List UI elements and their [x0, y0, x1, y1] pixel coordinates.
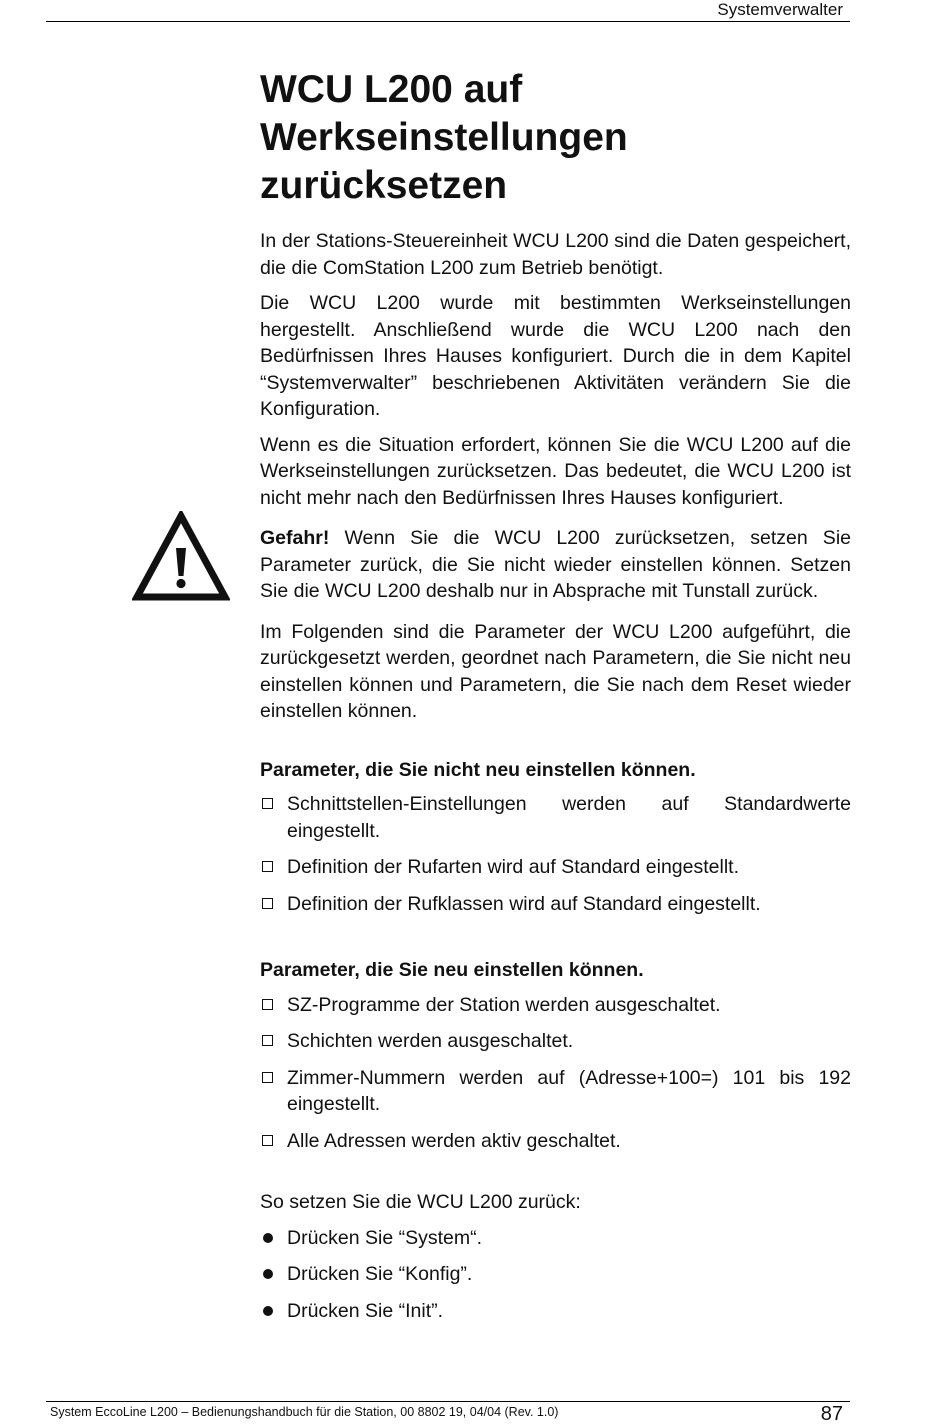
heading-resettable-parameters: Parameter, die Sie neu einstellen können. [260, 959, 644, 981]
resettable-parameters-list [260, 992, 851, 1155]
list-item [260, 854, 851, 881]
list-item-text: SZ-Programme der Station werden ausgeschaltet. [287, 993, 721, 1016]
list-item-text: Definition der Rufklassen wird auf Standard eingestellt. [287, 892, 761, 915]
title-line-1: WCU L200 auf [260, 68, 523, 111]
footer-divider [46, 1401, 850, 1402]
list-item [260, 1065, 851, 1118]
procedure-intro: So setzen Sie die WCU L200 zurück: [260, 1191, 581, 1213]
title-line-2: Werkseinstellungen [260, 116, 628, 159]
bullet-dot-icon [263, 1233, 273, 1243]
paragraph-intro: In der Stations-Steuereinheit WCU L200 sind die Daten gespeichert, die die ComStation L200 zum Betrieb benötigt. [260, 230, 851, 279]
fixed-parameters-list [260, 791, 851, 917]
checkbox-bullet-icon [262, 999, 273, 1010]
warning-label: Gefahr! [260, 527, 330, 549]
body-content [260, 228, 851, 1334]
checkbox-bullet-icon [262, 1072, 273, 1083]
checkbox-bullet-icon [262, 1135, 273, 1146]
footer-text: System EccoLine L200 – Bedienungshandbuch für die Station, 00 8802 19, 04/04 (Rev. 1.0) [50, 1405, 559, 1419]
warning-paragraph [260, 525, 851, 605]
procedure-step [260, 1298, 851, 1325]
procedure-steps-list [260, 1225, 851, 1325]
list-item [260, 1128, 851, 1155]
paragraph-factory-settings: Die WCU L200 wurde mit bestimmten Werkseinstellungen hergestellt. Anschließend wurde die WCU L200 nach den Bedürfnissen Ihres Hauses konfiguriert. Durch die in dem Kapitel “Systemverwalter” beschriebenen Aktivitäten verändern Sie die Konfiguration. [260, 292, 851, 420]
bullet-dot-icon [263, 1306, 273, 1316]
procedure-step-text: Drücken Sie “Init”. [287, 1299, 444, 1322]
warning-triangle-icon [132, 511, 230, 603]
paragraph-reset-situation: Wenn es die Situation erfordert, können Sie die WCU L200 auf die Werkseinstellungen zurücksetzen. Das bedeutet, die WCU L200 ist nicht mehr nach den Bedürfnissen Ihres Hauses konfiguriert. [260, 433, 851, 509]
warning-text: Wenn Sie die WCU L200 zurücksetzen, setzen Sie Parameter zurück, die Sie nicht wieder einstellen können. Setzen Sie die WCU L200 deshalb nur in Absprache mit Tunstall zurück. [260, 527, 851, 602]
list-item [260, 791, 851, 844]
paragraph-parameter-overview: Im Folgenden sind die Parameter der WCU L200 aufgeführt, die zurückgesetzt werden, geordnet nach Parametern, die Sie nicht neu einstellen können und Parametern, die Sie nach dem Reset wieder einstellen können. [260, 620, 851, 722]
checkbox-bullet-icon [262, 1035, 273, 1046]
page-title [260, 66, 850, 210]
list-item-text: Zimmer-Nummern werden auf (Adresse+100=) 101 bis 192 eingestellt. [287, 1066, 851, 1115]
page-number: 87 [820, 1403, 843, 1425]
procedure-step-text: Drücken Sie “System“. [287, 1226, 483, 1249]
procedure-step-text: Drücken Sie “Konfig”. [287, 1263, 473, 1285]
title-line-3: zurücksetzen [260, 164, 508, 207]
running-header: Systemverwalter [717, 0, 843, 19]
warning-block [260, 525, 851, 605]
checkbox-bullet-icon [262, 898, 273, 909]
list-item-text: Alle Adressen werden aktiv geschaltet. [287, 1129, 621, 1152]
checkbox-bullet-icon [262, 861, 273, 872]
procedure-step [260, 1225, 851, 1252]
bullet-dot-icon [263, 1269, 273, 1279]
list-item [260, 1028, 851, 1055]
procedure-step [260, 1261, 851, 1288]
list-item [260, 992, 851, 1019]
list-item [260, 891, 851, 918]
list-item-text: Schichten werden ausgeschaltet. [287, 1030, 574, 1052]
header-divider [46, 21, 850, 22]
list-item-text: Schnittstellen-Einstellungen werden auf Standardwerte eingestellt. [287, 793, 851, 842]
list-item-text: Definition der Rufarten wird auf Standard eingestellt. [287, 856, 740, 878]
heading-fixed-parameters: Parameter, die Sie nicht neu einstellen können. [260, 758, 696, 781]
checkbox-bullet-icon [262, 798, 273, 809]
